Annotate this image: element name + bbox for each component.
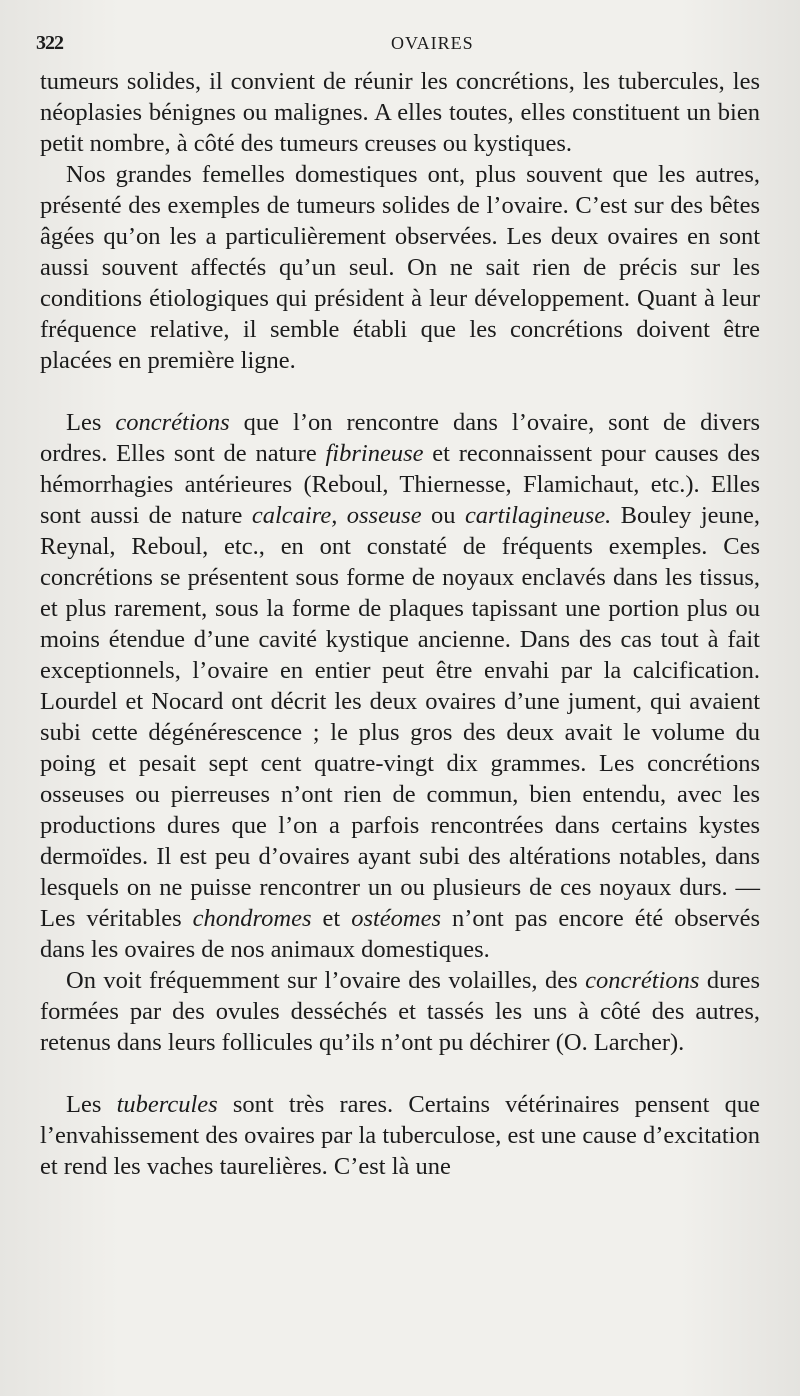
- text-run: dures formées par des ovules desséchés et tassés les uns à côté des autres, retenus dans leurs follicules qu’ils n’ont pu déchirer (O. Larcher).: [40, 967, 760, 1056]
- italic-term: chondromes: [192, 905, 312, 932]
- paragraph-2: [40, 159, 760, 376]
- text-run: n’ont pas encore été observés dans les ovaires de nos animaux domestiques.: [40, 905, 760, 963]
- text-run: tumeurs solides, il convient de réunir les concrétions, les tubercules, les néoplasies bénignes ou malignes. A elles toutes, elles constituent un bien petit nombre, à côté des tumeurs creuses ou kystiques.: [40, 68, 760, 157]
- italic-term: tubercules: [116, 1091, 218, 1118]
- page-number: 322: [36, 32, 63, 54]
- text-run: et reconnaissent pour causes des hémorrhagies antérieures (Reboul, Thiernesse, Flamichaut, etc.). Elles sont aussi de nature: [40, 440, 760, 529]
- text-run: sont très rares. Certains vétérinaires pensent que l’envahissement des ovaires par la tuberculose, est une cause d’excitation et rend les vaches taurelières. C’est là une: [40, 1091, 761, 1180]
- paragraph-3: [40, 407, 760, 965]
- italic-term: ostéomes: [351, 905, 442, 932]
- body-text: [40, 66, 760, 1182]
- text-run: Les: [66, 409, 116, 436]
- italic-term: concrétions: [585, 967, 700, 994]
- text-run: Nos grandes femelles domestiques ont, plus souvent que les autres, présenté des exemples de tumeurs solides de l’ovaire. C’est sur des bêtes âgées qu’on les a particulièrement observées. Les deux ovaires en sont aussi souvent affectés qu’un seul. On ne sait rien de précis sur les conditions étiologiques qui président à leur développement. Quant à leur fréquence relative, il semble établi que les concrétions doivent être placées en première ligne.: [40, 161, 760, 374]
- paragraph-5: [40, 1089, 760, 1182]
- italic-term: cartilagineuse.: [464, 502, 612, 529]
- paragraph-4: [40, 965, 760, 1058]
- italic-term: calcaire, osseuse: [251, 502, 422, 529]
- running-title: OVAIRES: [391, 33, 474, 53]
- paragraph-1: [40, 66, 760, 159]
- text-run: Bouley jeune, Reynal, Reboul, etc., en ont constaté de fréquents exemples. Ces concrétions se présentent sous forme de noyaux enclavés dans les tissus, et plus rarement, sous la forme de plaques tapissant une portion plus ou moins étendue d’une cavité kystique ancienne. Dans des cas tout à fait exceptionnels, l’ovaire en entier peut être envahi par la calcification. Lourdel et Nocard ont décrit les deux ovaires d’une jument, qui avaient subi cette dégénérescence ; le plus gros des deux avait le volume du poing et pesait sept cent quatre-vingt dix grammes. Les concrétions osseuses ou pierreuses n’ont rien de commun, bien entendu, avec les productions dures que l’on a parfois rencontrées dans certains kystes dermoïdes. Il est peu d’ovaires ayant subi des altérations notables, dans lesquels on ne puisse rencontrer un ou plusieurs de ces noyaux durs. — Les véritables: [40, 502, 761, 932]
- text-run: que l’on rencontre dans l’ovaire, sont de divers ordres. Elles sont de nature: [40, 409, 761, 467]
- text-run: On voit fréquemment sur l’ovaire des volailles, des: [66, 967, 586, 994]
- italic-term: concrétions: [115, 409, 230, 436]
- page-header: [36, 32, 751, 60]
- text-run: Les: [66, 1091, 117, 1118]
- italic-term: fibrineuse: [325, 440, 424, 467]
- text-run: ou: [421, 502, 465, 529]
- text-run: et: [311, 905, 352, 932]
